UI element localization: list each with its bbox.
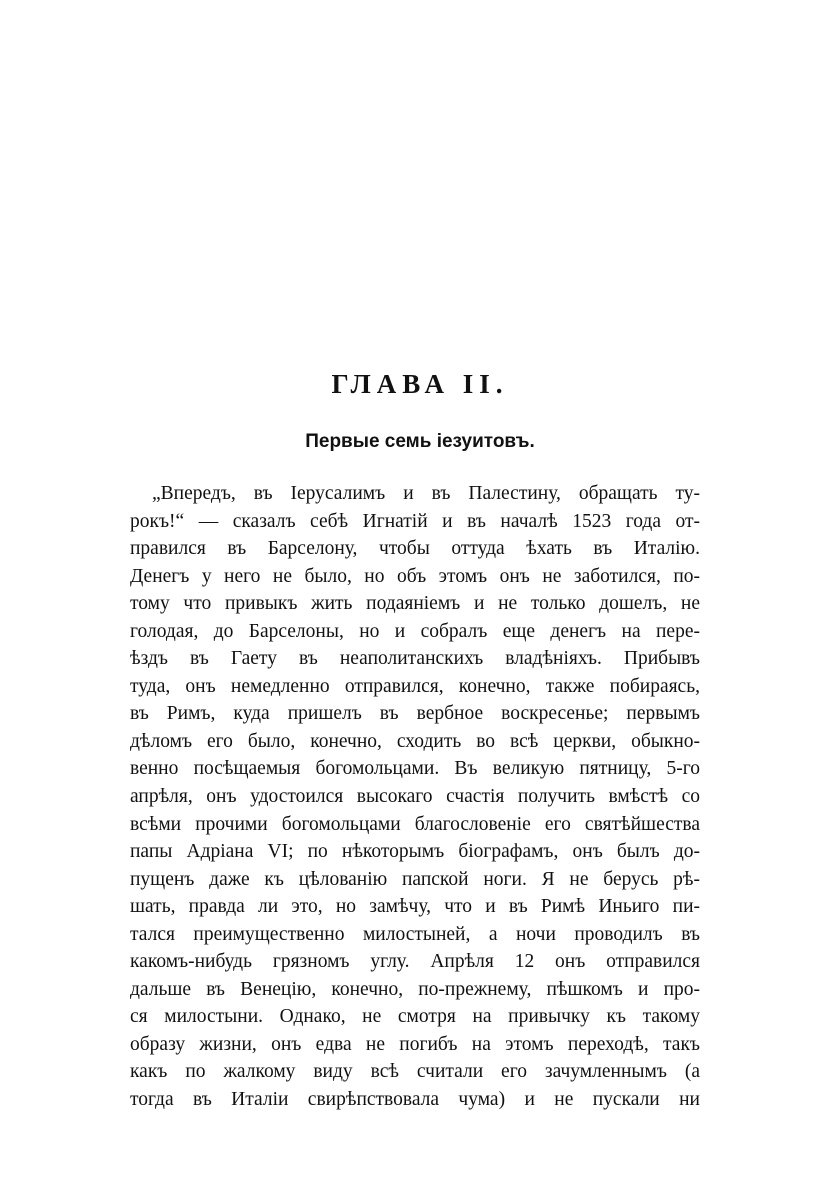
- text-line: какомъ-нибудь грязномъ углу. Апрѣля 12 онъ отправился: [130, 951, 700, 973]
- text-line: „Впередъ, въ Іерусалимъ и въ Палестину, обращать ту-: [152, 483, 700, 504]
- text-line: Денегъ у него не было, но объ этомъ онъ не заботился, по-: [130, 565, 700, 587]
- text-line: апрѣля, онъ удостоился высокаго счастія получить вмѣстѣ со: [130, 786, 700, 808]
- text-line: венно посѣщаемыя богомольцами. Въ великую пятницу, 5-го: [130, 758, 700, 780]
- text-line: голодая, до Барселоны, но и собралъ еще денегъ на пере-: [130, 620, 700, 642]
- text-line: пущенъ даже къ цѣлованію папской ноги. Я не берусь рѣ-: [130, 868, 700, 890]
- body-text: [130, 480, 700, 1114]
- text-line: туда, онъ немедленно отправился, конечно, также побираясь,: [130, 675, 700, 697]
- text-line: всѣми прочими богомольцами благословеніе его святѣйшества: [130, 813, 700, 835]
- text-line: какъ по жалкому виду всѣ считали его зачумленнымъ (а: [130, 1061, 700, 1083]
- text-line: папы Адріана VI; по нѣкоторымъ біографамъ, онъ былъ до-: [130, 841, 700, 863]
- text-line: правился въ Барселону, чтобы оттуда ѣхать въ Италію.: [130, 538, 700, 560]
- text-line: тому что привыкъ жить подаяніемъ и не только дошелъ, не: [130, 593, 700, 615]
- text-line: образу жизни, онъ едва не погибъ на этомъ переходѣ, такъ: [130, 1033, 700, 1055]
- text-line: дальше въ Венецію, конечно, по-прежнему, пѣшкомъ и про-: [130, 978, 700, 1000]
- text-line: дѣломъ его было, конечно, сходить во всѣ церкви, обыкно-: [130, 730, 700, 752]
- text-line: ся милостыни. Однако, не смотря на привычку къ такому: [130, 1006, 700, 1028]
- text-line: тогда въ Италіи свирѣпствовала чума) и не пускали ни: [130, 1089, 700, 1111]
- chapter-title: ГЛАВА II.: [331, 369, 509, 399]
- chapter-subtitle: Первые семь іезуитовъ.: [305, 431, 535, 452]
- text-line: шать, правда ли это, но замѣчу, что и въ Римѣ Иньиго пи-: [130, 896, 700, 918]
- text-line: въ Римъ, куда пришелъ въ вербное воскресенье; первымъ: [130, 703, 700, 725]
- text-line: ѣздъ въ Гаету въ неаполитанскихъ владѣніяхъ. Прибывъ: [130, 648, 700, 670]
- text-line: тался преимущественно милостыней, а ночи проводилъ въ: [130, 923, 700, 945]
- text-line: рокъ!“ — сказалъ себѣ Игнатій и въ началѣ 1523 года от-: [130, 510, 700, 532]
